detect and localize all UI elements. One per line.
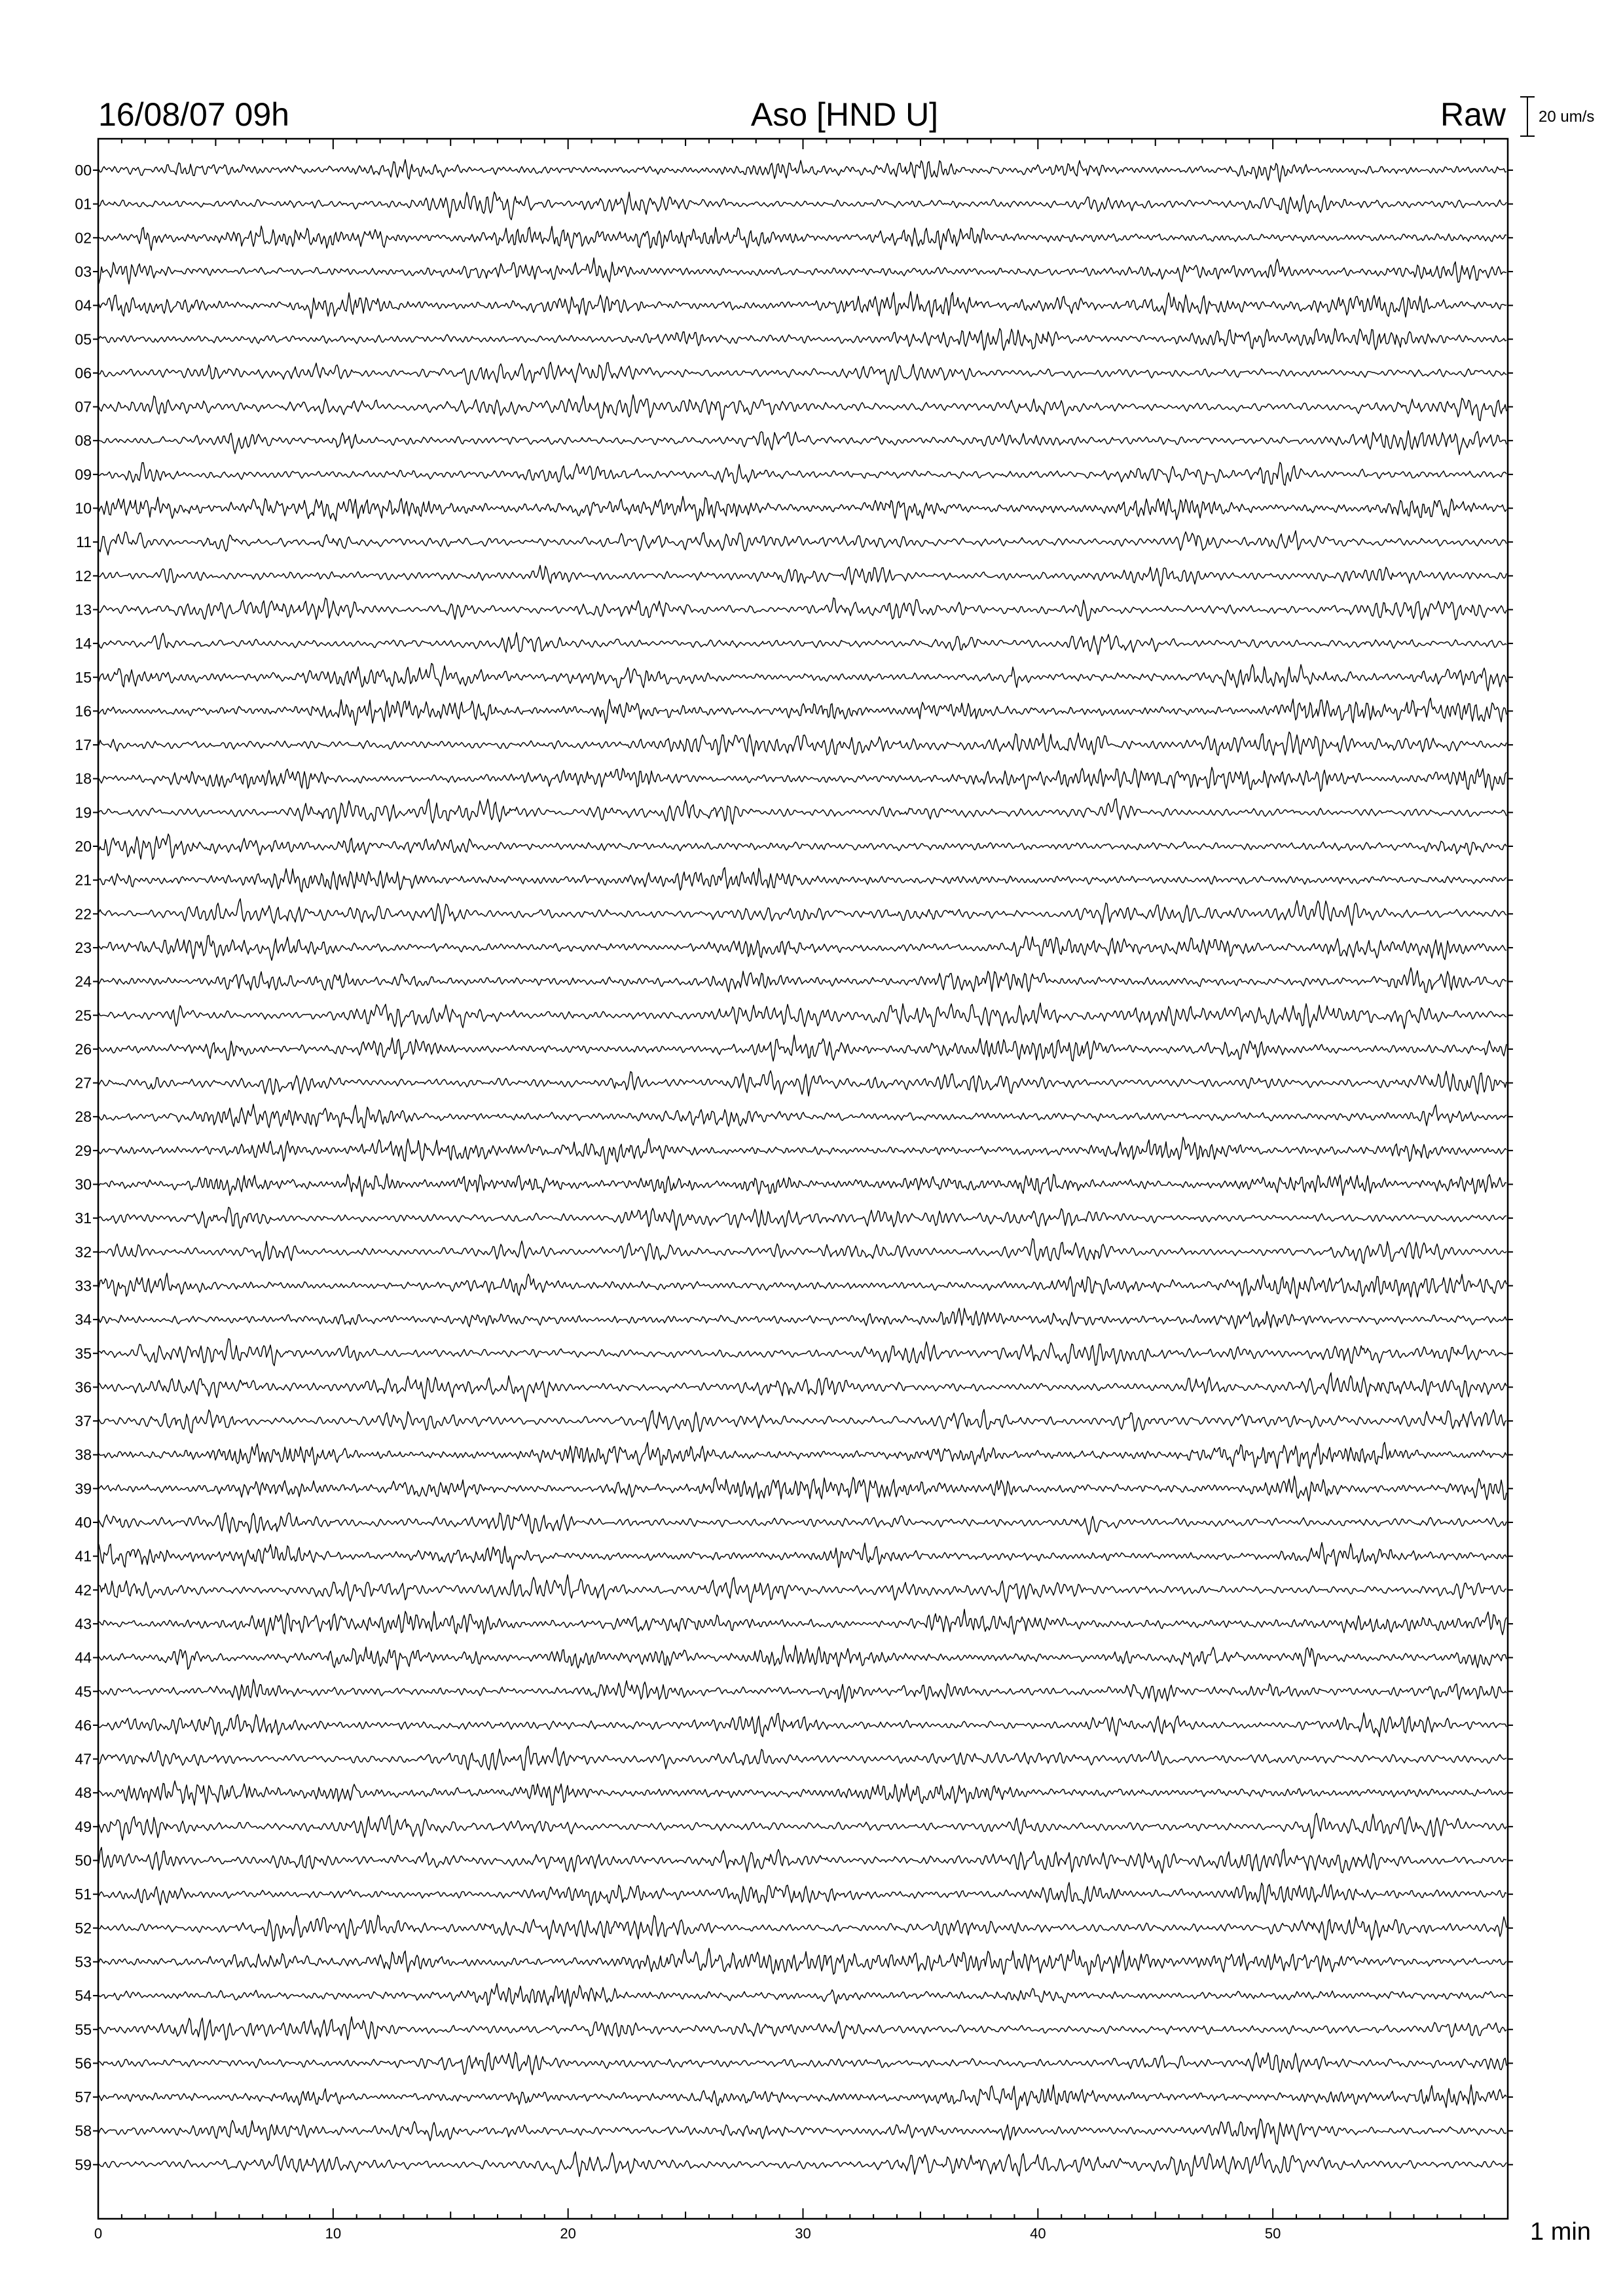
trace-line-59: [99, 2152, 1506, 2177]
x-tick-label: 10: [325, 2225, 342, 2242]
amplitude-scale: [1520, 97, 1594, 136]
trace-line-53: [99, 1948, 1506, 1975]
row-label: 00: [75, 162, 92, 179]
trace-rows: [75, 160, 1513, 2177]
row-label: 56: [75, 2054, 92, 2072]
trace-line-04: [99, 291, 1506, 318]
row-label: 57: [75, 2089, 92, 2106]
trace-line-11: [99, 531, 1506, 555]
trace-line-02: [99, 226, 1506, 250]
trace-line-45: [99, 1679, 1506, 1702]
trace-line-44: [99, 1645, 1506, 1670]
row-label: 38: [75, 1446, 92, 1463]
row-label: 02: [75, 229, 92, 247]
trace-line-10: [99, 496, 1506, 521]
row-label: 35: [75, 1344, 92, 1362]
trace-line-36: [99, 1372, 1506, 1401]
trace-line-51: [99, 1882, 1506, 1905]
trace-line-07: [99, 395, 1506, 421]
trace-line-03: [99, 258, 1506, 284]
row-label: 14: [75, 635, 92, 653]
row-label: 25: [75, 1007, 92, 1024]
trace-line-21: [99, 868, 1506, 893]
x-tick-label: 40: [1030, 2225, 1046, 2242]
row-label: 05: [75, 331, 92, 348]
row-label: 45: [75, 1683, 92, 1700]
title-mode: Raw: [1440, 96, 1506, 133]
row-label: 42: [75, 1581, 92, 1599]
row-label: 54: [75, 1987, 92, 2005]
row-label: 09: [75, 465, 92, 483]
row-label: 17: [75, 736, 92, 754]
trace-line-37: [99, 1410, 1506, 1433]
row-label: 27: [75, 1074, 92, 1092]
row-label: 52: [75, 1919, 92, 1937]
x-tick-label: 30: [795, 2225, 811, 2242]
trace-line-56: [99, 2052, 1506, 2075]
row-label: 08: [75, 432, 92, 450]
row-label: 22: [75, 905, 92, 923]
trace-line-52: [99, 1915, 1506, 1941]
trace-line-55: [99, 2017, 1506, 2040]
trace-line-19: [99, 798, 1506, 824]
row-label: 40: [75, 1514, 92, 1531]
x-tick-label: 50: [1264, 2225, 1281, 2242]
row-label: 41: [75, 1547, 92, 1565]
trace-line-31: [99, 1207, 1506, 1230]
row-label: 31: [75, 1210, 92, 1227]
trace-line-30: [99, 1174, 1506, 1196]
trace-line-01: [99, 192, 1506, 220]
row-label: 53: [75, 1953, 92, 1971]
row-label: 36: [75, 1378, 92, 1396]
row-label: 06: [75, 364, 92, 382]
trace-line-57: [99, 2085, 1506, 2109]
trace-line-24: [99, 968, 1506, 993]
row-label: 33: [75, 1277, 92, 1295]
trace-line-05: [99, 329, 1506, 351]
trace-line-12: [99, 565, 1506, 586]
trace-line-42: [99, 1575, 1506, 1603]
x-axis-label: 1 min: [1530, 2218, 1591, 2246]
trace-line-23: [99, 935, 1506, 960]
row-label: 29: [75, 1141, 92, 1159]
trace-line-58: [99, 2119, 1506, 2144]
row-label: 23: [75, 939, 92, 956]
trace-line-00: [99, 160, 1506, 182]
row-label: 47: [75, 1750, 92, 1768]
trace-line-08: [99, 431, 1506, 455]
trace-line-39: [99, 1476, 1506, 1502]
row-label: 44: [75, 1649, 92, 1666]
trace-line-46: [99, 1713, 1506, 1737]
row-label: 18: [75, 770, 92, 787]
trace-line-13: [99, 598, 1506, 621]
trace-line-16: [99, 698, 1506, 726]
x-tick-label: 0: [94, 2225, 103, 2242]
row-label: 03: [75, 262, 92, 280]
trace-line-47: [99, 1746, 1506, 1770]
trace-line-29: [99, 1138, 1506, 1164]
row-label: 51: [75, 1886, 92, 1903]
trace-line-48: [99, 1781, 1506, 1805]
trace-line-41: [99, 1543, 1506, 1570]
row-label: 10: [75, 499, 92, 517]
trace-line-34: [99, 1308, 1506, 1329]
trace-line-35: [99, 1338, 1506, 1365]
trace-line-33: [99, 1273, 1506, 1299]
row-label: 21: [75, 871, 92, 889]
row-label: 39: [75, 1480, 92, 1498]
row-label: 59: [75, 2156, 92, 2174]
trace-line-49: [99, 1813, 1506, 1840]
trace-line-50: [99, 1848, 1506, 1873]
trace-line-20: [99, 834, 1506, 859]
row-label: 34: [75, 1311, 92, 1329]
row-label: 50: [75, 1852, 92, 1869]
trace-line-18: [99, 767, 1506, 791]
trace-line-28: [99, 1104, 1506, 1128]
row-label: 28: [75, 1108, 92, 1126]
trace-line-54: [99, 1983, 1506, 2007]
row-label: 15: [75, 668, 92, 686]
scale-label: 20 um/s: [1539, 108, 1595, 126]
title-station: Aso [HND U]: [750, 96, 939, 133]
row-label: 58: [75, 2122, 92, 2140]
plot-frame: [98, 139, 1508, 2219]
trace-line-09: [99, 462, 1506, 485]
x-tick-label: 20: [560, 2225, 576, 2242]
trace-line-27: [99, 1071, 1506, 1096]
trace-line-43: [99, 1609, 1506, 1636]
row-label: 55: [75, 2020, 92, 2038]
trace-line-32: [99, 1238, 1506, 1263]
row-label: 20: [75, 838, 92, 855]
row-label: 13: [75, 601, 92, 619]
row-label: 19: [75, 804, 92, 821]
trace-line-17: [99, 732, 1506, 756]
trace-line-40: [99, 1513, 1506, 1535]
row-label: 12: [75, 567, 92, 584]
trace-line-15: [99, 664, 1506, 691]
row-label: 48: [75, 1784, 92, 1802]
trace-line-14: [99, 632, 1506, 655]
trace-line-25: [99, 1003, 1506, 1029]
row-label: 43: [75, 1615, 92, 1632]
trace-line-38: [99, 1443, 1506, 1469]
row-label: 11: [76, 533, 92, 551]
row-label: 04: [75, 296, 92, 314]
row-label: 46: [75, 1716, 92, 1734]
row-label: 30: [75, 1175, 92, 1193]
title-date: 16/08/07 09h: [98, 96, 289, 133]
row-label: 32: [75, 1243, 92, 1261]
row-label: 01: [75, 195, 92, 213]
row-label: 16: [75, 702, 92, 720]
row-label: 26: [75, 1040, 92, 1058]
row-label: 24: [75, 973, 92, 990]
row-label: 49: [75, 1818, 92, 1835]
row-label: 07: [75, 398, 92, 416]
trace-line-26: [99, 1035, 1506, 1062]
row-label: 37: [75, 1412, 92, 1430]
trace-line-06: [99, 362, 1506, 384]
trace-line-22: [99, 899, 1506, 925]
